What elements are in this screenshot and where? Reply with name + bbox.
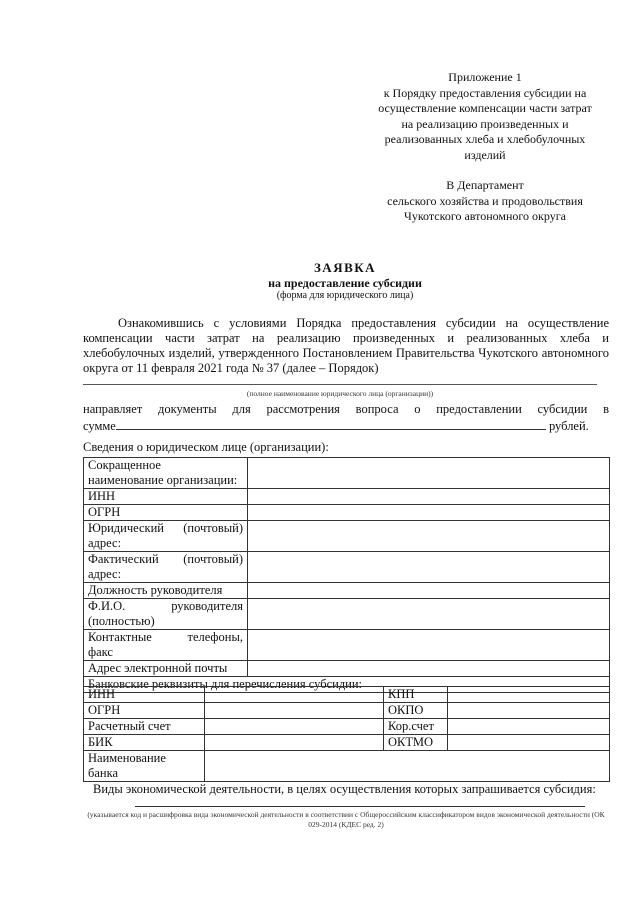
addressee-line: сельского хозяйства и продовольствия <box>387 193 583 208</box>
actual-address-field[interactable] <box>248 552 610 583</box>
bank-label-inn: ИНН <box>84 687 205 703</box>
bank-oktmo-field[interactable] <box>448 735 610 751</box>
bank-label-okpo: ОКПО <box>384 703 448 719</box>
bank-name-field[interactable] <box>205 751 610 782</box>
bank-kpp-field[interactable] <box>448 687 610 703</box>
table-row <box>84 489 610 505</box>
appendix-line: изделий <box>464 147 506 162</box>
bank-label-kpp: КПП <box>384 687 448 703</box>
document-subtitle: на предоставление субсидии <box>268 276 422 290</box>
appendix-line: Приложение 1 <box>448 70 522 84</box>
table-row <box>84 630 610 661</box>
director-position-field[interactable] <box>248 583 610 599</box>
bank-ogrn-field[interactable] <box>205 703 384 719</box>
table-row <box>84 505 610 521</box>
org-name-caption: (полное наименование юридического лица (организации)) <box>246 389 434 398</box>
row-label: Фактический (почтовый) адрес: <box>84 552 248 583</box>
row-label: ИНН <box>84 489 248 505</box>
sum-input-line[interactable] <box>116 417 546 430</box>
addressee-line: В Департамент <box>446 178 524 192</box>
org-info-table <box>83 457 610 693</box>
bank-corr-field[interactable] <box>448 719 610 735</box>
bank-inn-field[interactable] <box>205 687 384 703</box>
bank-okpo-field[interactable] <box>448 703 610 719</box>
inn-field[interactable] <box>248 489 610 505</box>
table-row <box>84 687 610 703</box>
sum-prefix: сумме <box>83 419 116 433</box>
table-row <box>84 719 610 735</box>
appendix-line: на реализацию произведенных и <box>401 116 569 131</box>
activities-caption: (указывается код и расшифровка вида экономической деятельности в соответствии с Общероссийским классификатором видов экономической деятельности (ОК 029-2014 (КДЕС ред. 2) <box>87 810 605 829</box>
phone-field[interactable] <box>248 630 610 661</box>
table-row <box>84 735 610 751</box>
appendix-header <box>360 70 610 163</box>
bank-account-field[interactable] <box>205 719 384 735</box>
row-label: ОГРН <box>84 505 248 521</box>
bank-label-account: Расчетный счет <box>84 719 205 735</box>
bank-label-ogrn: ОГРН <box>84 703 205 719</box>
row-label: Сокращенное наименование организации: <box>84 458 248 489</box>
sum-suffix: рублей. <box>548 419 589 433</box>
activities-text: Виды экономической деятельности, в целях осуществления которых запрашивается субсидия: <box>93 782 596 796</box>
document-title: ЗАЯВКА <box>313 260 377 275</box>
legal-address-field[interactable] <box>248 521 610 552</box>
bank-label-oktmo: ОКТМО <box>384 735 448 751</box>
activities-input-line[interactable] <box>135 806 585 807</box>
section-heading: Сведения о юридическом лице (организации): <box>83 440 329 454</box>
short-name-field[interactable] <box>248 458 610 489</box>
table-row <box>84 703 610 719</box>
bank-label-name: Наименование банка <box>84 751 205 782</box>
table-row <box>84 552 610 583</box>
bank-details-table <box>83 686 610 782</box>
row-label: Ф.И.О. руководителя (полностью) <box>84 599 248 630</box>
row-label: Контактные телефоны, факс <box>84 630 248 661</box>
bank-label-corr: Кор.счет <box>384 719 448 735</box>
appendix-line: осуществление компенсации части затрат <box>378 101 592 115</box>
bank-heading: Банковские реквизиты для перечисления субсидии: <box>84 677 610 693</box>
table-row <box>84 661 610 677</box>
director-name-field[interactable] <box>248 599 610 630</box>
table-row <box>84 583 610 599</box>
intro-paragraph: Ознакомившись с условиями Порядка предоставления субсидии на осуществление компенсации части затрат на реализацию произведенных и реализованных хлеба и хлебобулочных изделий, утвержденного Постановлением Правительства Чукотского автономного округа от 11 февраля 2021 года № 37 (далее – Порядок) <box>83 316 609 375</box>
row-label: Должность руководителя <box>84 583 248 599</box>
table-row <box>84 751 610 782</box>
addressee-line: Чукотского автономного округа <box>404 209 566 223</box>
table-row <box>84 458 610 489</box>
bank-label-bik: БИК <box>84 735 205 751</box>
sum-line <box>83 417 609 434</box>
directs-documents-text: направляет документы для рассмотрения вопроса о предоставлении субсидии в <box>83 402 609 416</box>
appendix-line: реализованных хлеба и хлебобулочных <box>384 132 586 146</box>
appendix-line: к Порядку предоставления субсидии на <box>383 85 587 100</box>
addressee-block <box>360 178 610 225</box>
ogrn-field[interactable] <box>248 505 610 521</box>
table-row <box>84 599 610 630</box>
table-row <box>84 521 610 552</box>
form-type-note: (форма для юридического лица) <box>276 290 414 301</box>
org-name-input-line[interactable] <box>83 384 597 385</box>
bank-bik-field[interactable] <box>205 735 384 751</box>
row-label: Адрес электронной почты <box>84 661 248 677</box>
row-label: Юридический (почтовый) адрес: <box>84 521 248 552</box>
email-field[interactable] <box>248 661 610 677</box>
